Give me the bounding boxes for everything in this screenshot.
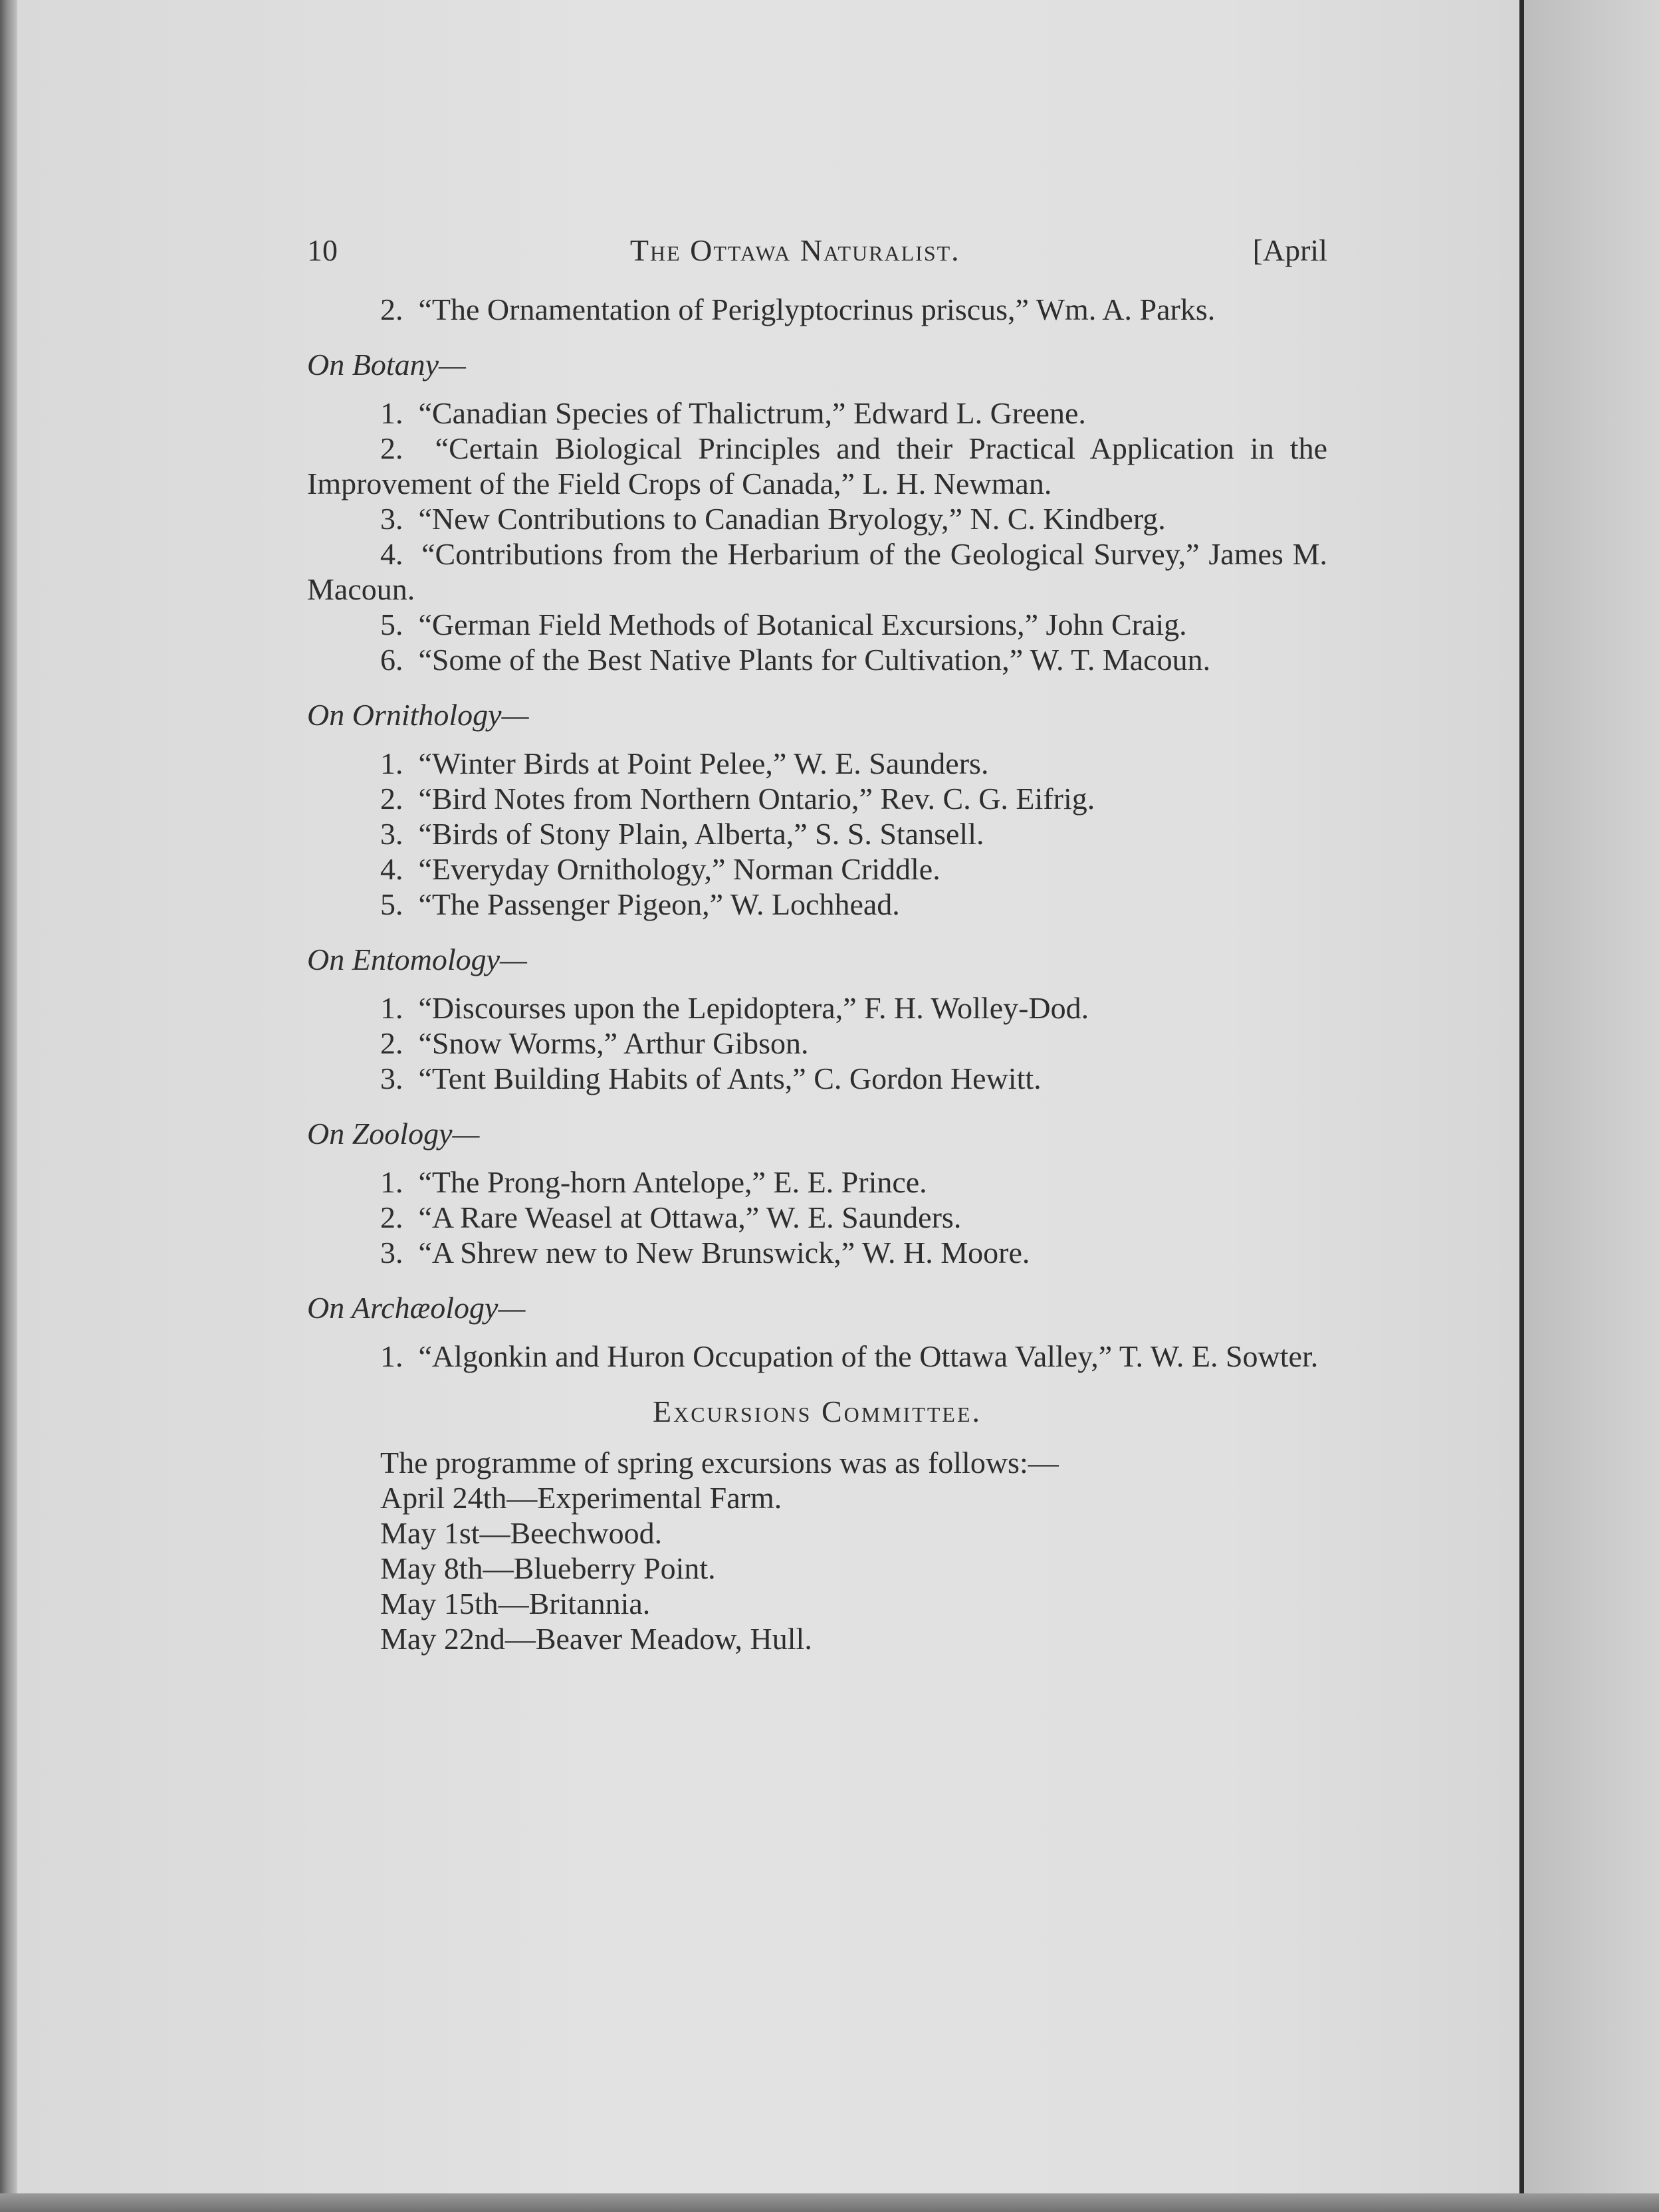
list-item	[307, 887, 1327, 922]
excursion-line: April 24th—Experimental Farm.	[380, 1481, 782, 1515]
list-item	[307, 816, 1327, 851]
page-content	[307, 233, 1327, 1656]
excursions-list	[307, 1445, 1327, 1656]
item-number: 1.	[380, 746, 403, 780]
list-item	[307, 1200, 1327, 1235]
running-head	[307, 233, 1327, 268]
sections-container	[307, 347, 1327, 1374]
item-text: “Canadian Species of Thalictrum,” Edward L. Greene.	[418, 396, 1086, 430]
excursion-line: May 15th—Britannia.	[380, 1587, 651, 1620]
list-item	[307, 642, 1327, 677]
list-item	[307, 431, 1327, 501]
item-number: 4.	[380, 537, 403, 571]
page-number: 10	[307, 233, 338, 267]
running-head-month: [April	[1252, 233, 1327, 267]
item-number: 1.	[380, 396, 403, 430]
item-text: “Contributions from the Herbarium of the Geological Survey,” James M. Macoun.	[307, 537, 1328, 606]
list-item	[307, 1061, 1327, 1096]
list-item	[307, 746, 1327, 781]
excursion-line: May 1st—Beechwood.	[380, 1516, 663, 1550]
item-number: 3.	[380, 1236, 403, 1270]
item-text: “Everyday Ornithology,” Norman Criddle.	[418, 852, 940, 886]
item-number: 2.	[380, 1200, 403, 1234]
list-item	[307, 607, 1327, 642]
excursion-line: May 22nd—Beaver Meadow, Hull.	[380, 1622, 812, 1656]
section-heading: On Archæology—	[307, 1291, 526, 1325]
item-number: 2.	[380, 431, 403, 465]
item-number: 1.	[380, 1165, 403, 1199]
item-text: “Winter Birds at Point Pelee,” W. E. Saunders.	[418, 746, 989, 780]
item-text: “Birds of Stony Plain, Alberta,” S. S. Stansell.	[418, 817, 984, 851]
list-item	[307, 851, 1327, 887]
item-number: 6.	[380, 643, 403, 677]
item-text: “A Rare Weasel at Ottawa,” W. E. Saunders.	[418, 1200, 962, 1234]
item-text: “Some of the Best Native Plants for Cultivation,” W. T. Macoun.	[418, 643, 1211, 677]
intro-item-number: 2.	[380, 292, 403, 326]
item-text: “German Field Methods of Botanical Excursions,” John Craig.	[418, 608, 1187, 641]
item-text: “Certain Biological Principles and their Practical Application in the Improvement of the Field Crops of Canada,” L. H. Newman.	[307, 431, 1327, 500]
list-item	[307, 990, 1327, 1026]
journal-title: The Ottawa Naturalist.	[629, 233, 960, 267]
excursions-intro: The programme of spring excursions was as follows:—	[380, 1446, 1059, 1480]
item-text: “A Shrew new to New Brunswick,” W. H. Moore.	[418, 1236, 1030, 1270]
section-heading: On Entomology—	[307, 942, 527, 976]
item-number: 1.	[380, 991, 403, 1025]
item-text: “The Passenger Pigeon,” W. Lochhead.	[418, 887, 900, 921]
list-item	[307, 1026, 1327, 1061]
binding-margin	[1524, 0, 1659, 2212]
item-text: “New Contributions to Canadian Bryology,” N. C. Kindberg.	[418, 502, 1166, 536]
list-item	[307, 536, 1327, 607]
item-number: 3.	[380, 502, 403, 536]
list-item	[307, 501, 1327, 536]
list-item	[307, 781, 1327, 816]
item-number: 3.	[380, 1061, 403, 1095]
item-text: “Tent Building Habits of Ants,” C. Gordon Hewitt.	[418, 1061, 1042, 1095]
item-number: 2.	[380, 782, 403, 816]
item-number: 1.	[380, 1339, 403, 1373]
scan-left-edge	[0, 0, 17, 2212]
section-heading: On Zoology—	[307, 1117, 480, 1151]
item-number: 2.	[380, 1026, 403, 1060]
section-heading: On Botany—	[307, 348, 466, 382]
list-item	[307, 1235, 1327, 1270]
excursion-lines	[380, 1480, 1327, 1656]
section-heading: On Ornithology—	[307, 698, 529, 732]
binding-line	[1519, 0, 1524, 2212]
item-number: 5.	[380, 608, 403, 641]
item-text: “Discourses upon the Lepidoptera,” F. H. Wolley-Dod.	[418, 991, 1089, 1025]
list-item	[307, 1164, 1327, 1200]
item-number: 4.	[380, 852, 403, 886]
excursions-heading: Excursions Committee.	[652, 1394, 982, 1428]
intro-item-text: “The Ornamentation of Periglyptocrinus priscus,” Wm. A. Parks.	[418, 292, 1216, 326]
excursion-line: May 8th—Blueberry Point.	[380, 1551, 716, 1585]
item-text: “Algonkin and Huron Occupation of the Ottawa Valley,” T. W. E. Sowter.	[418, 1339, 1319, 1373]
item-number: 3.	[380, 817, 403, 851]
item-text: “Bird Notes from Northern Ontario,” Rev. C. G. Eifrig.	[418, 782, 1095, 816]
list-item	[307, 395, 1327, 431]
list-item	[307, 1339, 1327, 1374]
item-number: 5.	[380, 887, 403, 921]
item-text: “Snow Worms,” Arthur Gibson.	[418, 1026, 809, 1060]
intro-item	[307, 292, 1327, 327]
item-text: “The Prong-horn Antelope,” E. E. Prince.	[418, 1165, 927, 1199]
scan-bottom-edge	[0, 2193, 1659, 2212]
